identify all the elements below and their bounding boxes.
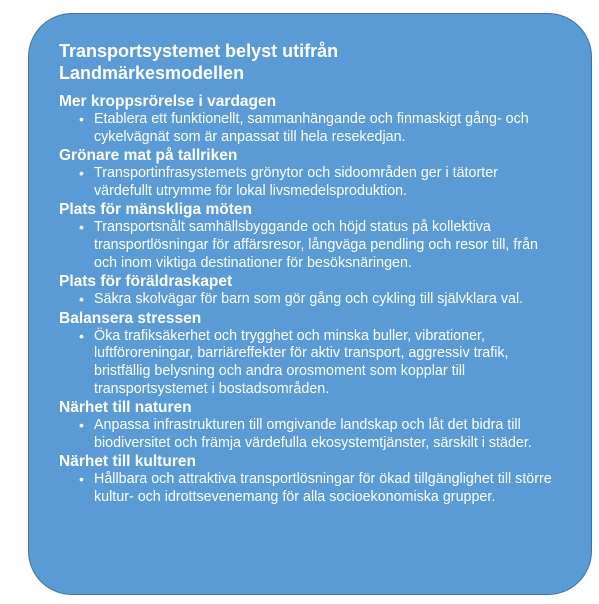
section-heading: Mer kroppsrörelse i vardagen xyxy=(59,93,277,110)
bullet-item xyxy=(59,328,555,398)
bullet-list xyxy=(59,417,555,452)
title-line-1: Transportsystemet belyst utifrån xyxy=(59,41,339,61)
section-foraldraskapet xyxy=(59,273,555,309)
bullet-text: Transportinfrasystemets grönytor och sidoområden ger i tätorter värdefullt utrymme för lokal livsmedelsproduktion. xyxy=(94,165,498,199)
bullet-list xyxy=(59,165,555,200)
section-balansera-stressen xyxy=(59,310,555,398)
info-panel xyxy=(28,13,592,595)
section-gronare-mat xyxy=(59,147,555,200)
bullet-dot-icon: • xyxy=(79,165,84,182)
section-narhet-kulturen xyxy=(59,453,555,506)
bullet-dot-icon: • xyxy=(79,417,84,434)
section-heading: Närhet till kulturen xyxy=(59,453,196,471)
bullet-item xyxy=(59,111,555,146)
bullet-text: Transportsnålt samhällsbyggande och höjd status på kollektiva transportlösningar för affärsresor, långväga pendling och resor till, från och inom viktiga destinationer för besöksnäringen. xyxy=(94,219,538,271)
bullet-item xyxy=(59,219,555,272)
panel-title xyxy=(59,40,555,84)
section-heading: Grönare mat på tallriken xyxy=(59,147,238,165)
bullet-list xyxy=(59,111,555,146)
bullet-dot-icon: • xyxy=(79,111,84,127)
section-narhet-naturen xyxy=(59,399,555,452)
bullet-list xyxy=(59,328,555,398)
bullet-text: Anpassa infrastrukturen till omgivande landskap och låt det bidra till biodiversitet och främja värdefulla ekosystemtjänster, särskilt i städer. xyxy=(94,417,532,451)
bullet-dot-icon: • xyxy=(79,291,84,308)
bullet-dot-icon: • xyxy=(79,219,84,236)
section-kroppsrorelse xyxy=(59,93,555,146)
bullet-item xyxy=(59,291,555,309)
section-heading: Närhet till naturen xyxy=(59,399,192,417)
bullet-item xyxy=(59,471,555,506)
bullet-text: Hållbara och attraktiva transportlösningar för ökad tillgänglighet till större kultur- och idrottsevenemang för alla socioekonomiska grupper. xyxy=(94,471,552,505)
bullet-dot-icon: • xyxy=(79,327,84,344)
section-manskliga-moten xyxy=(59,201,555,272)
bullet-item xyxy=(59,417,555,452)
bullet-text: Etablera ett funktionellt, sammanhängande och finmaskigt gång- och cykelvägnät som är anpassat till hela resekedjan. xyxy=(94,111,529,145)
section-heading: Plats för mänskliga möten xyxy=(59,201,252,219)
bullet-text: Säkra skolvägar för barn som gör gång och cykling till självklara val. xyxy=(94,291,524,308)
bullet-list xyxy=(59,291,555,309)
bullet-list xyxy=(59,471,555,506)
bullet-text: Öka trafiksäkerhet och trygghet och minska buller, vibrationer, luftföroreningar, barriäreffekter för aktiv transport, aggressiv trafik, bristfällig belysning och andra orosmoment som kopplar till transportsystemet i bostadsområden. xyxy=(94,327,509,397)
title-line-2: Landmärkesmodellen xyxy=(59,63,245,83)
bullet-dot-icon: • xyxy=(79,471,84,488)
section-heading: Plats för föräldraskapet xyxy=(59,273,233,291)
section-heading: Balansera stressen xyxy=(59,309,202,327)
bullet-list xyxy=(59,219,555,272)
bullet-item xyxy=(59,165,555,200)
